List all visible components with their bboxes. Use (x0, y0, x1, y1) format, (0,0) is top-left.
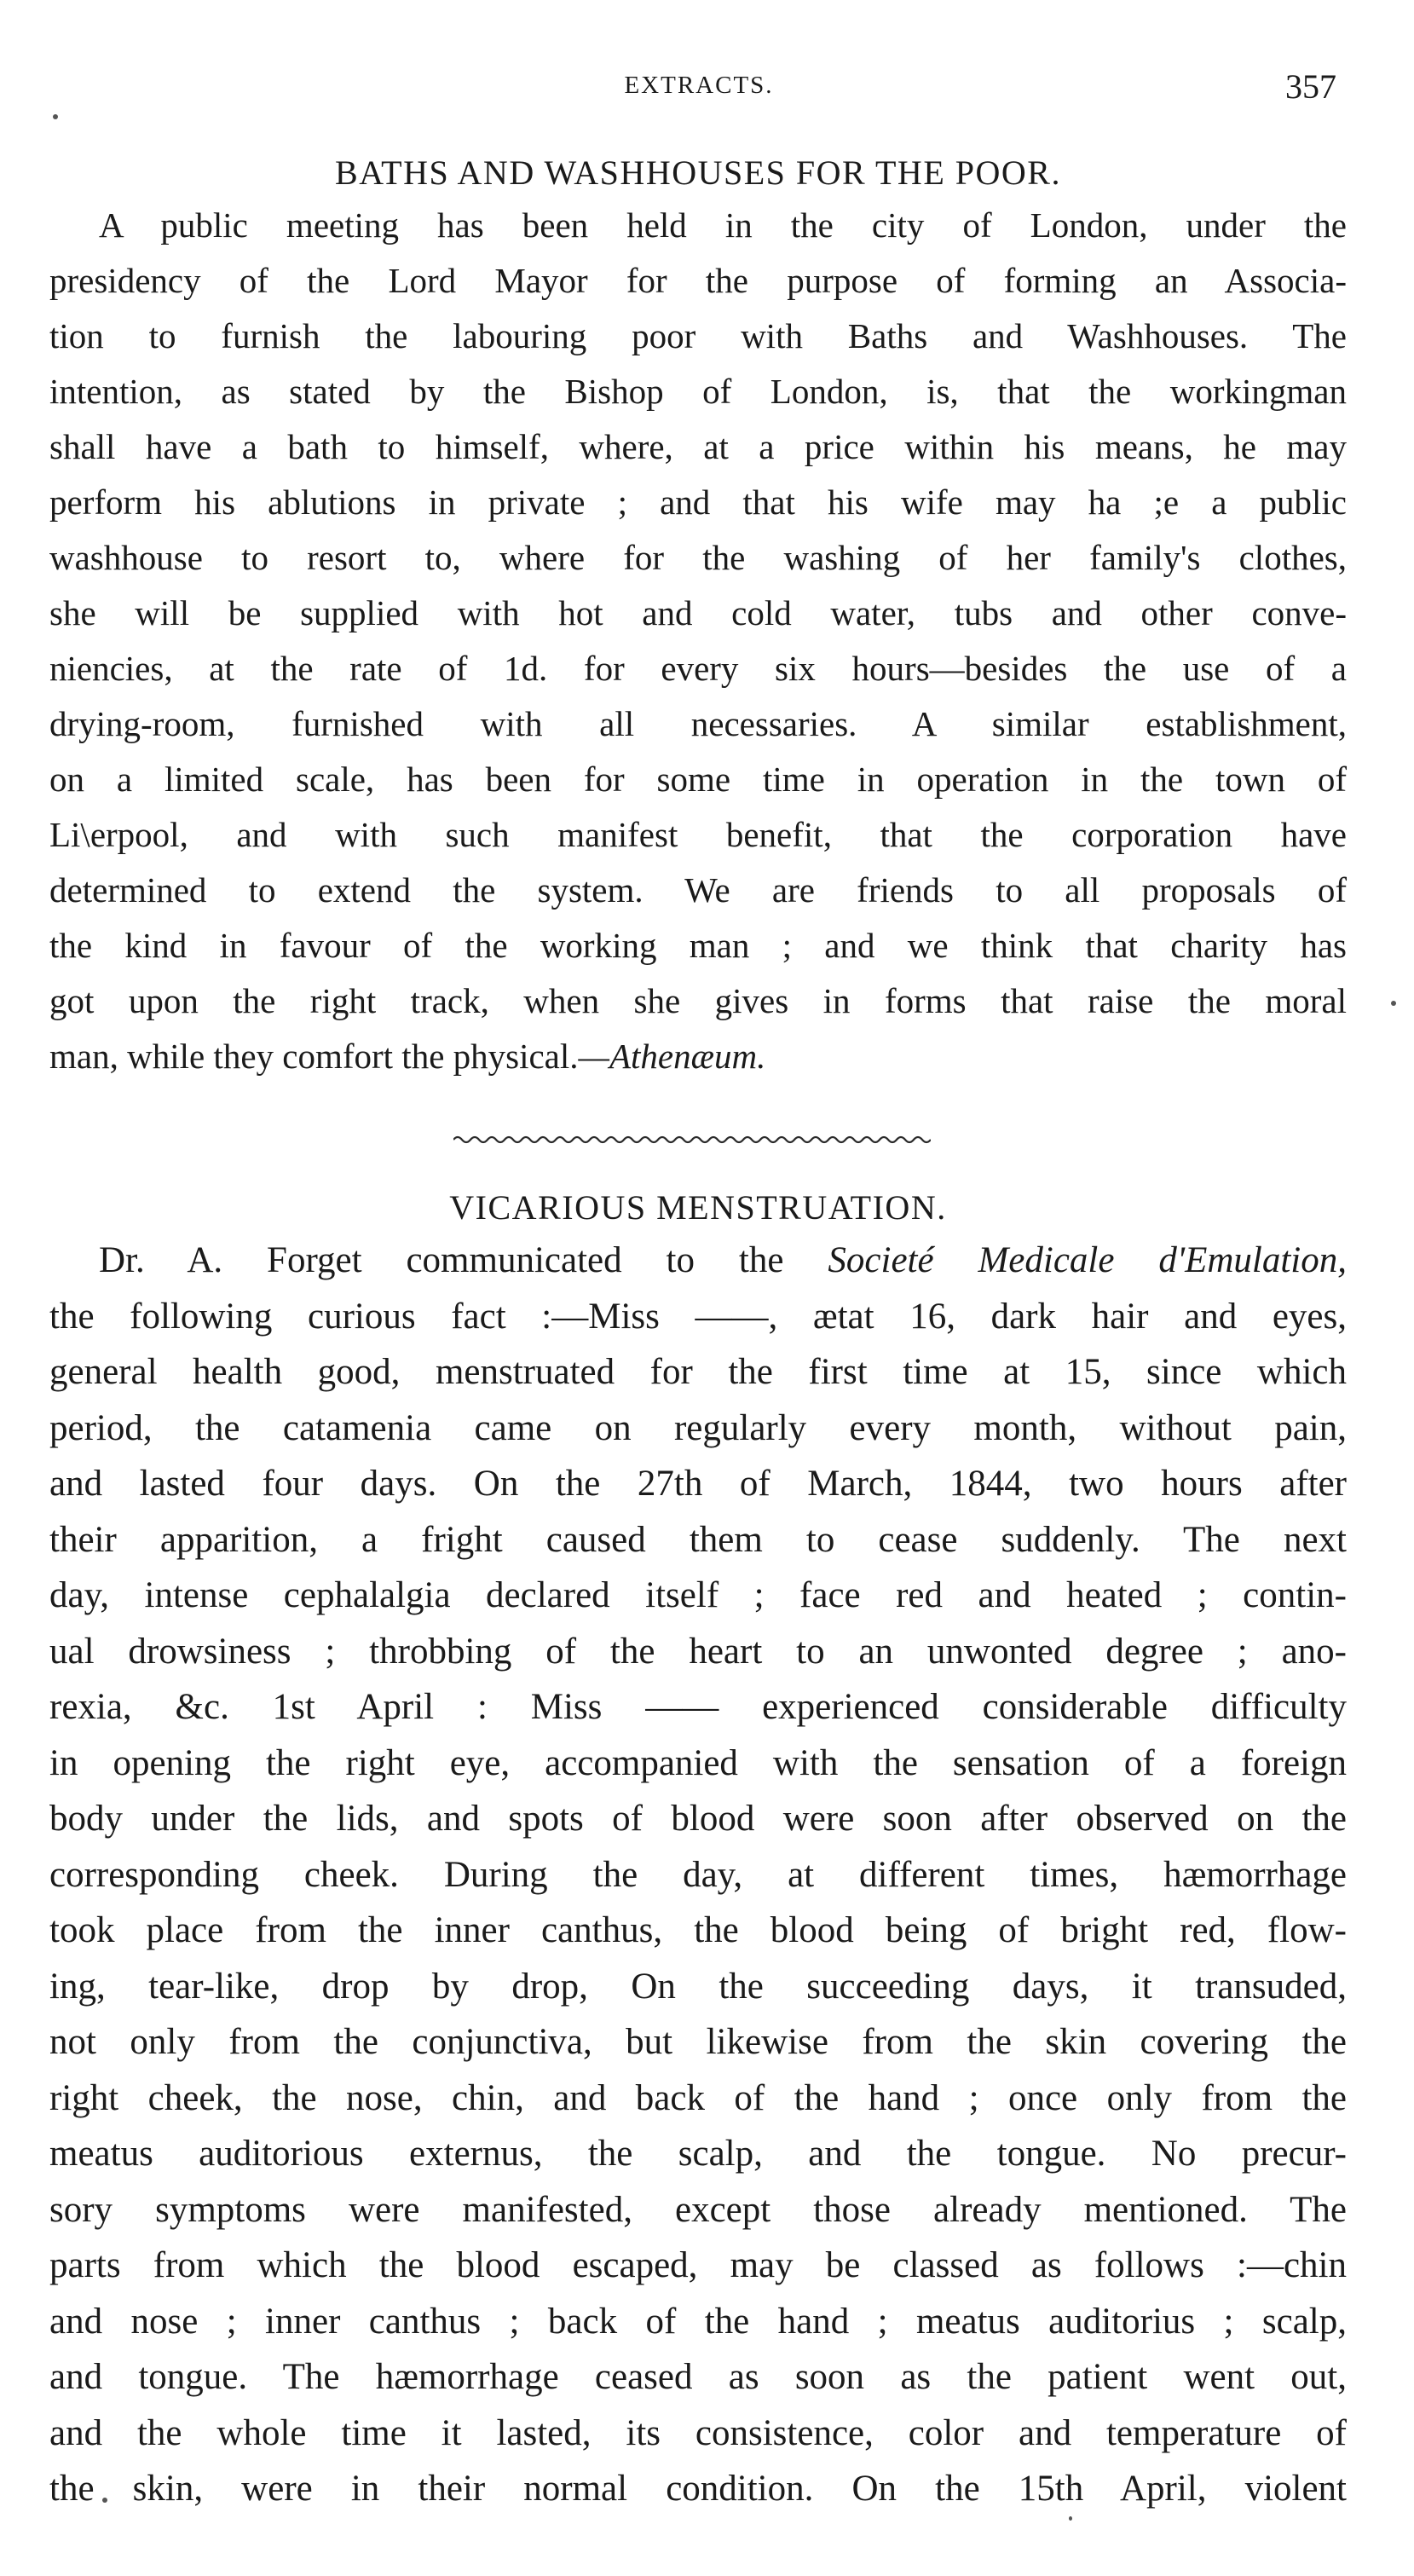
text-line: and nose ; inner canthus ; back of the hand ; meatus auditorius ; scalp, (49, 2301, 1347, 2342)
text-line: took place from the inner canthus, the blood being of bright red, flow- (49, 1910, 1347, 1950)
text-line: got upon the right track, when she gives in forms that raise the moral (49, 981, 1347, 1020)
text-line: body under the lids, and spots of blood were soon after observed on the (49, 1799, 1347, 1839)
text-line: washhouse to resort to, where for the washing of her family's clothes, (49, 538, 1347, 577)
article-baths-washhouses (49, 148, 1347, 1084)
ink-speck (1069, 2516, 1072, 2521)
page-number: 357 (1285, 67, 1336, 106)
text-line: tion to furnish the labouring poor with Baths and Washhouses. The (49, 316, 1347, 355)
journal-title: Societé Medicale d'Emulation, (828, 1240, 1348, 1280)
running-head (51, 67, 1347, 123)
text-line: she will be supplied with hot and cold water, tubs and other conve- (49, 593, 1347, 632)
text-line: not only from the conjunctiva, but likewise from the skin covering the (49, 2022, 1347, 2062)
text-line: in opening the right eye, accompanied with the sensation of a foreign (49, 1742, 1347, 1783)
text-line: meatus auditorious externus, the scalp, and the tongue. No precur- (49, 2134, 1347, 2174)
text-line: parts from which the blood escaped, may be classed as follows :—chin (49, 2245, 1347, 2285)
text-line: presidency of the Lord Mayor for the purpose of forming an Associa- (49, 261, 1347, 300)
text-line: Li\erpool, and with such manifest benefit, that the corporation have (49, 815, 1347, 854)
text-line: sory symptoms were manifested, except those already mentioned. The (49, 2189, 1347, 2230)
text-line: and tongue. The hæmorrhage ceased as soon as the patient went out, (49, 2357, 1347, 2397)
text-line: shall have a bath to himself, where, at a price within his means, he may (49, 427, 1347, 466)
text-line: and the whole time it lasted, its consistence, color and temperature of (49, 2412, 1347, 2453)
text-line: ual drowsiness ; throbbing of the heart to an unwonted degree ; ano- (49, 1631, 1347, 1672)
article-body (49, 198, 1347, 1084)
text-line: ing, tear-like, drop by drop, On the succeeding days, it transuded, (49, 1966, 1347, 2007)
ink-speck (1391, 1001, 1396, 1006)
running-title: EXTRACTS. (624, 72, 774, 99)
text-line: period, the catamenia came on regularly every month, without pain, (49, 1407, 1347, 1448)
text-line: A public meeting has been held in the city of London, under the (99, 205, 1347, 245)
article-title: VICARIOUS MENSTRUATION. (449, 1188, 947, 1227)
attribution: —Athenæum. (578, 1037, 766, 1076)
text-line: the following curious fact :—Miss ——, ætat 16, dark hair and eyes, (49, 1296, 1347, 1337)
article-vicarious-menstruation (49, 1183, 1347, 2517)
text-line: intention, as stated by the Bishop of London, is, that the workingman (49, 372, 1347, 411)
text-line: general health good, menstruated for the first time at 15, since which (49, 1352, 1347, 1392)
text-line: the kind in favour of the working man ; and we think that charity has (49, 926, 1347, 965)
text-line: rexia, &c. 1st April : Miss —— experienced considerable difficulty (49, 1687, 1347, 1727)
text-line: on a limited scale, has been for some time in operation in the town of (49, 760, 1347, 799)
text-line: their apparition, a fright caused them to cease suddenly. The next (49, 1519, 1347, 1560)
line-text: man, while they comfort the physical. (49, 1037, 579, 1076)
text-line: and lasted four days. On the 27th of March, 1844, two hours after (49, 1464, 1347, 1504)
text-line (49, 1233, 1347, 1289)
text-line: the skin, were in their normal condition. On the 15th April, violent (49, 2469, 1347, 2509)
text-line: right cheek, the nose, chin, and back of the hand ; once only from the (49, 2077, 1347, 2118)
article-body (49, 1233, 1347, 2517)
line-text: Dr. A. Forget communicated to the (99, 1240, 784, 1280)
text-line: day, intense cephalalgia declared itself ; face red and heated ; contin- (49, 1575, 1347, 1615)
wavy-divider (453, 1132, 931, 1147)
text-line: corresponding cheek. During the day, at different times, hæmorrhage (49, 1854, 1347, 1895)
text-line: determined to extend the system. We are friends to all proposals of (49, 870, 1347, 910)
text-line: perform his ablutions in private ; and that his wife may ha ;e a public (49, 482, 1347, 522)
text-line: drying-room, furnished with all necessaries. A similar establishment, (49, 704, 1347, 743)
article-title: BATHS AND WASHHOUSES FOR THE POOR. (335, 153, 1061, 192)
text-line: niencies, at the rate of 1d. for every six hours—besides the use of a (49, 649, 1347, 688)
text-line (49, 1029, 1347, 1084)
